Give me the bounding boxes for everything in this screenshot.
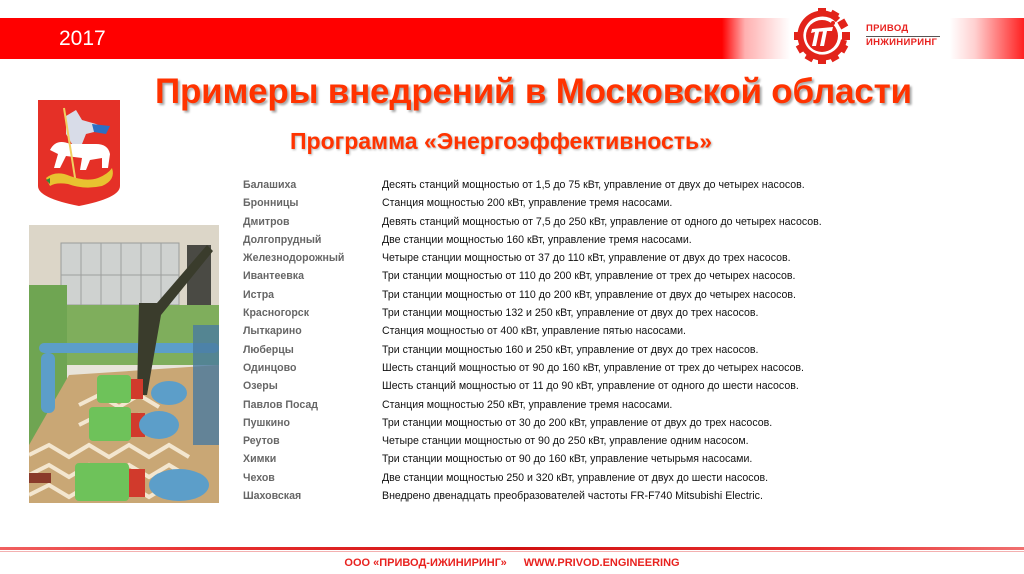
city-name: Долгопрудный	[243, 233, 322, 246]
footer-company: ООО «ПРИВОД-ИЖИНИРИНГ»	[344, 557, 507, 569]
logo-line-1: ПРИВОД	[866, 23, 940, 37]
city-description: Шесть станций мощностью от 11 до 90 кВт, управление от одного до шести насосов.	[382, 380, 799, 393]
logo-line-2: ИНЖИНИРИНГ	[866, 37, 938, 48]
footer-website-link[interactable]: WWW.PRIVOD.ENGINEERING	[523, 557, 680, 569]
city-description: Три станции мощностью от 110 до 200 кВт, управление от трех до четырех насосов.	[382, 270, 796, 283]
city-description: Три станции мощностью 132 и 250 кВт, управление от двух до трех насосов.	[382, 307, 759, 320]
city-name: Ивантеевка	[243, 270, 304, 283]
city-description: Станция мощностью 250 кВт, управление тремя насосами.	[382, 398, 673, 411]
city-name: Пушкино	[243, 416, 291, 429]
city-name: Реутов	[243, 435, 280, 448]
pump-station-photo	[29, 225, 219, 503]
city-name: Дмитров	[243, 215, 290, 228]
city-name: Чехов	[243, 471, 275, 484]
company-logo-text	[866, 23, 940, 49]
coat-of-arms-icon	[36, 98, 122, 208]
footer-divider-thin	[0, 551, 1024, 552]
city-description: Внедрено двенадцать преобразователей частоты FR-F740 Mitsubishi Electric.	[382, 490, 763, 503]
city-name: Железнодорожный	[243, 252, 345, 265]
city-name: Люберцы	[243, 343, 294, 356]
city-description: Три станции мощностью от 90 до 160 кВт, управление четырьмя насосами.	[382, 453, 753, 466]
footer	[0, 557, 1024, 569]
city-name: Химки	[243, 453, 277, 466]
city-name: Озеры	[243, 380, 278, 393]
city-name: Бронницы	[243, 197, 299, 210]
city-name: Шаховская	[243, 490, 302, 503]
city-description: Станция мощностью от 400 кВт, управление пятью насосами.	[382, 325, 686, 338]
city-name: Одинцово	[243, 361, 297, 374]
page-title: Примеры внедрений в Московской области	[155, 72, 912, 111]
city-description: Станция мощностью 200 кВт, управление тремя насосами.	[382, 197, 673, 210]
city-name: Лыткарино	[243, 325, 302, 338]
city-name: Красногорск	[243, 307, 309, 320]
city-description: Три станции мощностью от 30 до 200 кВт, управление от двух до трех насосов.	[382, 416, 773, 429]
city-description: Три станции мощностью от 110 до 200 кВт, управление от двух до четырех насосов.	[382, 288, 796, 301]
city-description: Две станции мощностью 250 и 320 кВт, управление от двух до шести насосов.	[382, 471, 769, 484]
city-description: Две станции мощностью 160 кВт, управление тремя насосами.	[382, 233, 692, 246]
city-name: Балашиха	[243, 179, 297, 191]
city-description: Четыре станции мощностью от 37 до 110 кВт, управление от двух до трех насосов.	[382, 252, 791, 265]
city-description: Шесть станций мощностью от 90 до 160 кВт, управление от трех до четырех насосов.	[382, 361, 804, 374]
city-name: Истра	[243, 288, 275, 301]
page-subtitle: Программа «Энергоэффективность»	[290, 128, 712, 154]
city-description: Девять станций мощностью от 7,5 до 250 кВт, управление от одного до четырех насосов.	[382, 215, 822, 228]
year-label: 2017	[59, 27, 106, 50]
city-description: Десять станций мощностью от 1,5 до 75 кВт, управление от двух до четырех насосов.	[382, 179, 805, 191]
city-name: Павлов Посад	[243, 398, 318, 411]
footer-divider	[0, 547, 1024, 550]
city-description: Три станции мощностью 160 и 250 кВт, управление от двух до трех насосов.	[382, 343, 759, 356]
city-description: Четыре станции мощностью от 90 до 250 кВт, управление одним насосом.	[382, 435, 749, 448]
